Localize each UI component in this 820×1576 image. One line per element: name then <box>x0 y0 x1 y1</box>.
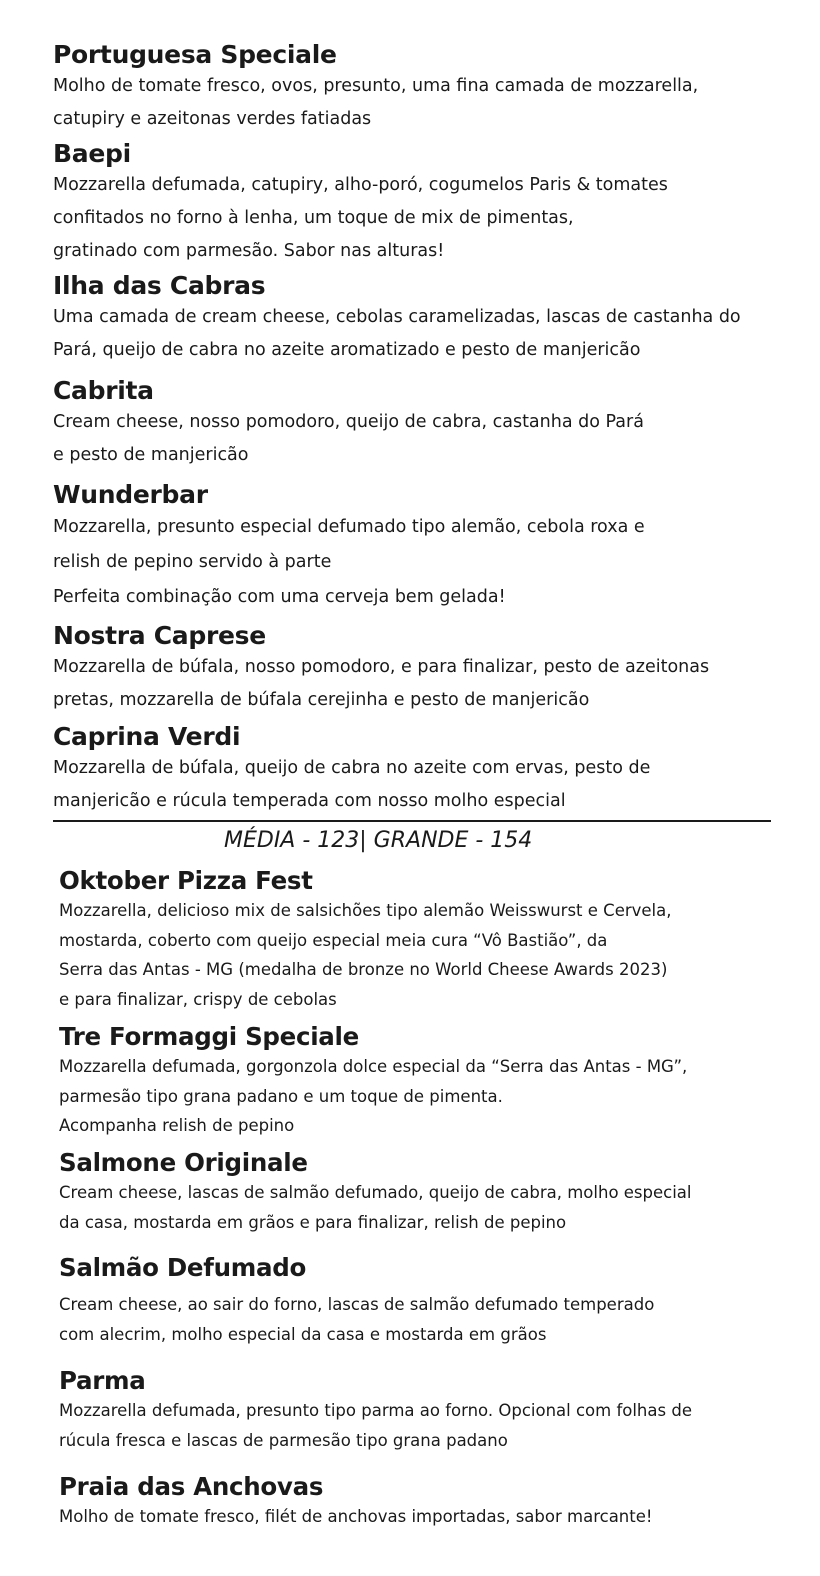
menu-item-title: Oktober Pizza Fest <box>59 866 313 895</box>
description-line: relish de pepino servido à parte <box>53 552 332 572</box>
menu-item-title: Caprina Verdi <box>53 722 241 751</box>
description-line: catupiry e azeitonas verdes fatiadas <box>53 109 372 129</box>
description-line: Cream cheese, ao sair do forno, lascas de salmão defumado temperado <box>59 1295 655 1314</box>
section-divider <box>53 820 771 822</box>
menu-item-title: Tre Formaggi Speciale <box>59 1022 359 1051</box>
price-line: MÉDIA - 123| GRANDE - 154 <box>224 828 533 853</box>
menu-item <box>53 722 813 818</box>
menu-item-title: Nostra Caprese <box>53 621 266 650</box>
menu-item <box>59 1148 819 1237</box>
description-line: Cream cheese, nosso pomodoro, queijo de cabra, castanha do Pará <box>53 412 644 432</box>
description-line: e pesto de manjericão <box>53 445 249 465</box>
description-line: Perfeita combinação com uma cerveja bem gelada! <box>53 587 506 607</box>
menu-item-description <box>53 406 813 472</box>
menu-item-title: Portuguesa Speciale <box>53 40 337 69</box>
description-line: confitados no forno à lenha, um toque de mix de pimentas, <box>53 208 574 228</box>
description-line: Mozzarella, delicioso mix de salsichões tipo alemão Weisswurst e Cervela, <box>59 901 672 920</box>
menu-item-title: Ilha das Cabras <box>53 271 266 300</box>
description-line: Molho de tomate fresco, ovos, presunto, uma fina camada de mozzarella, <box>53 76 699 96</box>
menu-item-description <box>59 1052 819 1141</box>
description-line: manjericão e rúcula temperada com nosso molho especial <box>53 791 566 811</box>
menu-item-description <box>59 1502 819 1532</box>
description-line: pretas, mozzarella de búfala cerejinha e pesto de manjericão <box>53 690 590 710</box>
description-line: gratinado com parmesão. Sabor nas alturas! <box>53 241 445 261</box>
menu-item-description <box>59 1178 819 1237</box>
menu-item <box>59 866 819 1014</box>
menu-item <box>59 1022 819 1141</box>
menu-item-description <box>53 301 813 367</box>
description-line: Uma camada de cream cheese, cebolas caramelizadas, lascas de castanha do <box>53 307 741 327</box>
description-line: Acompanha relish de pepino <box>59 1116 295 1135</box>
description-line: Mozzarella, presunto especial defumado tipo alemão, cebola roxa e <box>53 517 645 537</box>
menu-item-title: Praia das Anchovas <box>59 1472 324 1501</box>
description-line: rúcula fresca e lascas de parmesão tipo grana padano <box>59 1430 508 1450</box>
description-line: mostarda, coberto com queijo especial meia cura “Vô Bastião”, da <box>59 930 608 950</box>
menu-item-description <box>59 1396 819 1455</box>
menu-item <box>53 480 813 615</box>
description-line: Cream cheese, lascas de salmão defumado, queijo de cabra, molho especial <box>59 1183 692 1202</box>
menu-item <box>53 139 813 268</box>
description-line: Mozzarella defumada, catupiry, alho-poró, cogumelos Paris & tomates <box>53 175 668 195</box>
description-line: Mozzarella defumada, gorgonzola dolce especial da “Serra das Antas - MG”, <box>59 1057 688 1076</box>
menu-item-description <box>53 651 813 717</box>
menu-item <box>53 621 813 717</box>
description-line: Mozzarella de búfala, nosso pomodoro, e para finalizar, pesto de azeitonas <box>53 657 710 677</box>
menu-item-title: Baepi <box>53 139 131 168</box>
menu-item-title: Wunderbar <box>53 480 208 509</box>
menu-item <box>53 40 813 136</box>
description-line: Molho de tomate fresco, filét de anchovas importadas, sabor marcante! <box>59 1507 653 1526</box>
menu-item-description <box>53 70 813 136</box>
menu-item <box>53 271 813 367</box>
description-line: e para finalizar, crispy de cebolas <box>59 989 337 1009</box>
description-line: parmesão tipo grana padano e um toque de pimenta. <box>59 1086 503 1106</box>
description-line: Serra das Antas - MG (medalha de bronze no World Cheese Awards 2023) <box>59 960 668 979</box>
description-line: Mozzarella de búfala, queijo de cabra no azeite com ervas, pesto de <box>53 758 651 778</box>
menu-item-description <box>53 169 813 268</box>
menu-item-description <box>59 1290 819 1349</box>
description-line: Pará, queijo de cabra no azeite aromatizado e pesto de manjericão <box>53 340 641 360</box>
description-line: Mozzarella defumada, presunto tipo parma ao forno. Opcional com folhas de <box>59 1401 692 1420</box>
description-line: da casa, mostarda em grãos e para finalizar, relish de pepino <box>59 1212 567 1232</box>
menu-item <box>59 1472 819 1532</box>
menu-item-title: Salmão Defumado <box>59 1253 306 1282</box>
menu-item <box>53 376 813 472</box>
menu-item-description <box>59 896 819 1014</box>
menu-item-description <box>53 510 813 615</box>
menu-item-title: Parma <box>59 1366 146 1395</box>
menu-item-title: Salmone Originale <box>59 1148 308 1177</box>
description-line: com alecrim, molho especial da casa e mostarda em grãos <box>59 1324 547 1344</box>
menu-item <box>59 1366 819 1455</box>
menu-item <box>59 1253 819 1349</box>
menu-item-description <box>53 752 813 818</box>
menu-item-title: Cabrita <box>53 376 154 405</box>
